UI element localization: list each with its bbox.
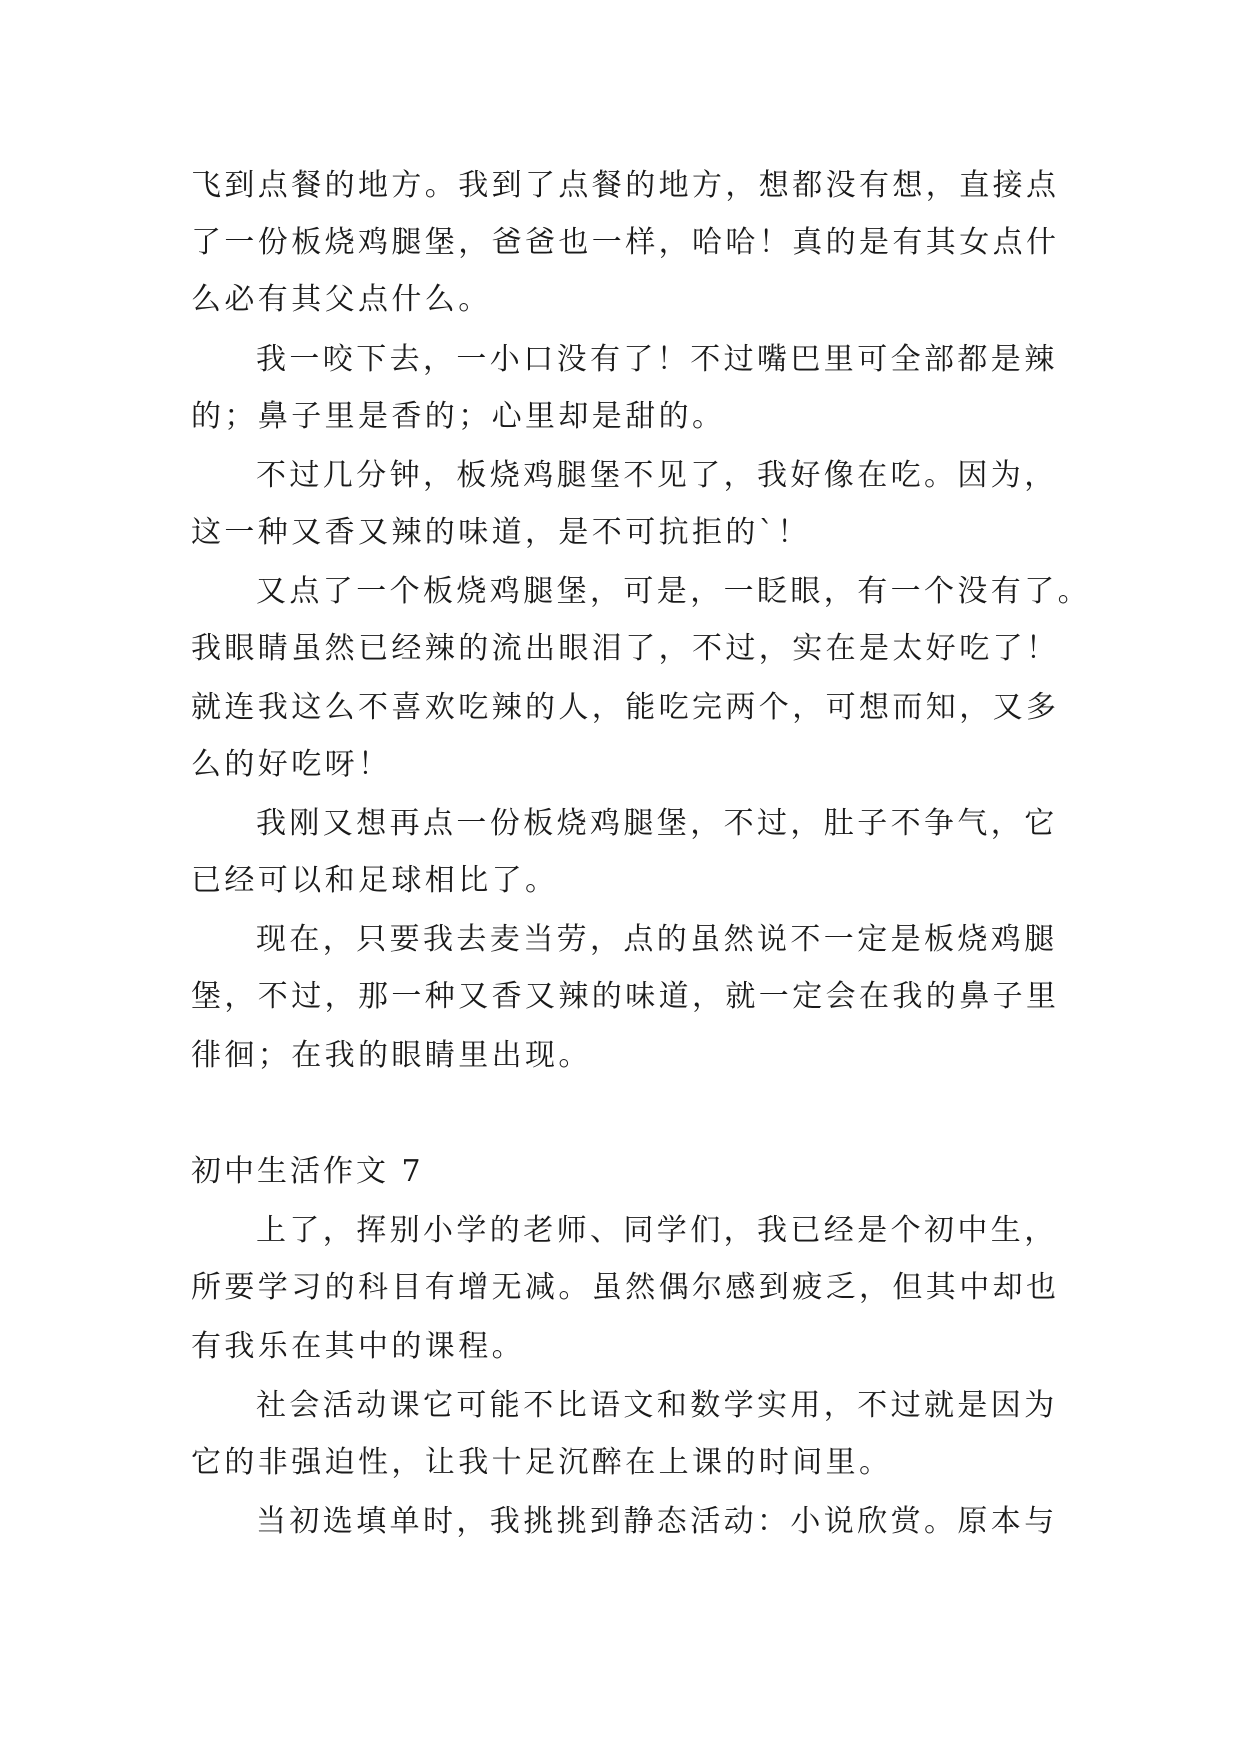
text-line: 堡，不过，那一种又香又辣的味道，就一定会在我的鼻子里 xyxy=(191,979,1060,1014)
text-line: 已经可以和足球相比了。 xyxy=(191,863,559,898)
text-line: 了一份板烧鸡腿堡，爸爸也一样，哈哈！真的是有其女点什 xyxy=(191,225,1060,260)
text-line: 我眼睛虽然已经辣的流出眼泪了，不过，实在是太好吃了！ xyxy=(191,631,1060,666)
text-line: 所要学习的科目有增无减。虽然偶尔感到疲乏，但其中却也 xyxy=(191,1270,1060,1305)
paragraph-start-line: 现在，只要我去麦当劳，点的虽然说不一定是板烧鸡腿 xyxy=(256,922,1058,957)
paragraph-start-line: 又点了一个板烧鸡腿堡，可是，一眨眼，有一个没有了。 xyxy=(256,574,1091,609)
text-line: 徘徊；在我的眼睛里出现。 xyxy=(191,1038,592,1073)
text-line: 飞到点餐的地方。我到了点餐的地方，想都没有想，直接点 xyxy=(191,168,1060,203)
paragraph-start-line: 上了，挥别小学的老师、同学们，我已经是个初中生， xyxy=(256,1213,1058,1248)
paragraph-start-line: 当初选填单时，我挑挑到静态活动：小说欣赏。原本与 xyxy=(256,1504,1058,1539)
section-heading: 初中生活作文 7 xyxy=(191,1154,424,1189)
paragraph-start-line: 不过几分钟，板烧鸡腿堡不见了，我好像在吃。因为， xyxy=(256,458,1058,493)
text-line: 它的非强迫性，让我十足沉醉在上课的时间里。 xyxy=(191,1445,893,1480)
paragraph-start-line: 我刚又想再点一份板烧鸡腿堡，不过，肚子不争气，它 xyxy=(256,806,1058,841)
text-line: 么的好吃呀！ xyxy=(191,747,392,782)
text-line: 就连我这么不喜欢吃辣的人，能吃完两个，可想而知，又多 xyxy=(191,690,1060,725)
text-line: 这一种又香又辣的味道，是不可抗拒的`！ xyxy=(191,515,811,550)
paragraph-start-line: 社会活动课它可能不比语文和数学实用，不过就是因为 xyxy=(256,1388,1058,1423)
paragraph-start-line: 我一咬下去，一小口没有了！不过嘴巴里可全部都是辣 xyxy=(256,342,1058,377)
text-line: 的；鼻子里是香的；心里却是甜的。 xyxy=(191,399,726,434)
text-line: 有我乐在其中的课程。 xyxy=(191,1329,525,1364)
text-line: 么必有其父点什么。 xyxy=(191,282,492,317)
